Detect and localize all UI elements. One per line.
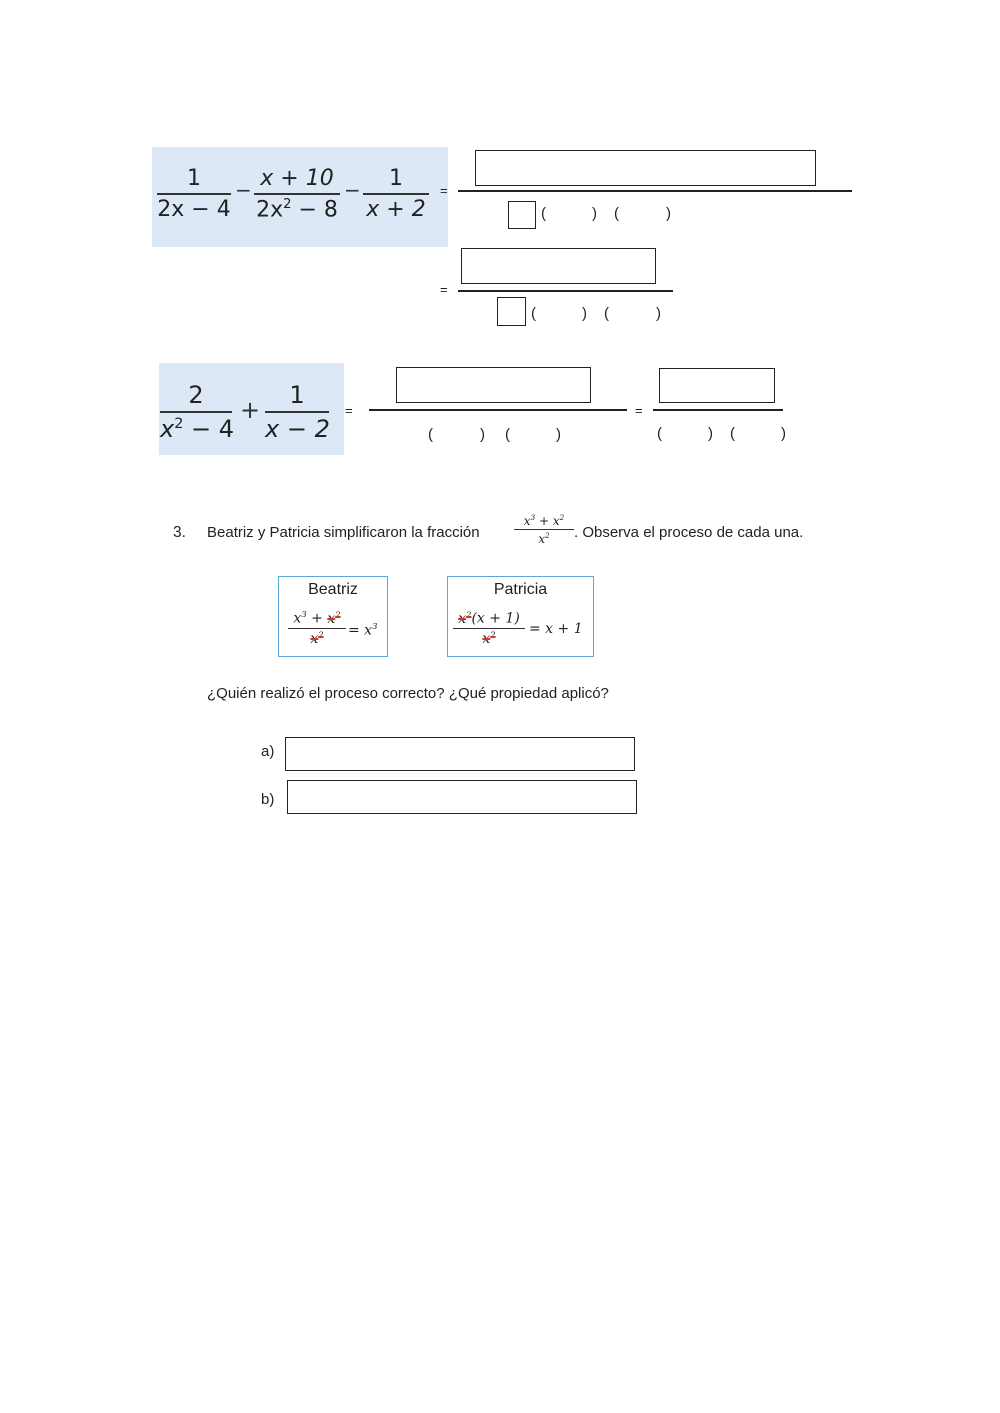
- ex2-fraction-line-1: [369, 409, 627, 411]
- term: x: [523, 514, 531, 528]
- ex2-numerator-answer-2[interactable]: [659, 368, 775, 403]
- den-base: 2x: [256, 196, 284, 222]
- fraction-bar: [157, 193, 231, 195]
- question-fraction-numerator: [514, 513, 574, 528]
- fraction-bar: [363, 193, 429, 195]
- beatriz-fraction: [288, 609, 346, 647]
- exponent: 2: [466, 609, 472, 619]
- paren-open: (: [428, 426, 433, 443]
- fraction-bar: [453, 628, 525, 629]
- term: x: [482, 631, 491, 648]
- paren-open: (: [730, 425, 735, 442]
- ex1-equals-1: =: [440, 183, 448, 198]
- ex2-fraction-line-2: [653, 409, 783, 411]
- ex1-minus-2: −: [344, 178, 361, 202]
- ex2-numerator-answer-1[interactable]: [396, 367, 591, 403]
- ex1-equals-2: =: [440, 282, 448, 297]
- paren-close: ): [556, 426, 561, 443]
- den-tail: − 8: [291, 196, 338, 222]
- answer-b-input[interactable]: [287, 780, 637, 814]
- term: x: [552, 514, 560, 528]
- paren-open: (: [505, 426, 510, 443]
- patricia-numerator: [453, 609, 525, 627]
- ex2-equals-2: =: [635, 403, 643, 418]
- exponent: 2: [335, 609, 341, 619]
- paren-close: ): [708, 425, 713, 442]
- answer-b-label: b): [261, 791, 275, 808]
- fraction-bar: [288, 628, 346, 629]
- paren-open: (: [531, 305, 536, 322]
- ex1-fraction-3-denominator: x + 2: [366, 196, 426, 222]
- paren-close: ): [781, 425, 786, 442]
- ex2-fraction-2-numerator: 1: [289, 381, 305, 409]
- plus: +: [535, 514, 553, 528]
- fraction-bar: [265, 411, 329, 413]
- paren-open: (: [657, 425, 662, 442]
- crossed-term: [458, 611, 471, 627]
- ex1-fraction-3-numerator: 1: [389, 166, 403, 191]
- paren-close: ): [480, 426, 485, 443]
- den-exponent: 2: [283, 196, 292, 212]
- paren-open: (: [614, 205, 619, 222]
- ex1-fraction-1: [157, 166, 231, 222]
- exponent: 2: [318, 629, 324, 640]
- den-base: x: [160, 414, 175, 443]
- answer-a-label: a): [261, 743, 275, 760]
- question-text-before: Beatriz y Patricia simplificaron la fracción: [207, 524, 480, 541]
- paren-close: ): [592, 205, 597, 222]
- beatriz-denominator: [288, 630, 346, 648]
- den-tail: − 4: [183, 414, 234, 443]
- term: x: [293, 610, 302, 627]
- exponent: 2: [545, 531, 550, 540]
- ex2-fraction-1-numerator: 2: [188, 381, 204, 409]
- ex1-fraction-1-numerator: 1: [187, 166, 201, 191]
- ex1-minus-1: −: [235, 178, 252, 202]
- ex2-plus: +: [240, 396, 261, 424]
- ex1-fraction-line-2: [458, 290, 673, 292]
- crossed-term: [327, 611, 340, 627]
- beatriz-result: [348, 621, 377, 639]
- patricia-fraction: [453, 609, 525, 647]
- term: x: [458, 610, 467, 627]
- den-exponent: 2: [174, 415, 184, 432]
- fraction-bar: [514, 529, 574, 530]
- paren-open: (: [604, 305, 609, 322]
- term: x: [327, 610, 336, 627]
- paren-close: ): [582, 305, 587, 322]
- ex1-coefficient-box-2[interactable]: [497, 297, 526, 326]
- question-fraction-denominator: [514, 531, 574, 546]
- beatriz-name: Beatriz: [308, 581, 358, 598]
- exponent: 3: [372, 621, 378, 631]
- term: x: [310, 631, 319, 648]
- ex1-fraction-2-denominator: [254, 197, 340, 222]
- beatriz-numerator: [288, 609, 346, 627]
- plus: +: [306, 610, 328, 627]
- ex1-fraction-1-denominator: 2x − 4: [157, 196, 231, 222]
- ex1-fraction-line-1: [458, 190, 852, 192]
- patricia-denominator: [453, 630, 525, 648]
- patricia-card: [447, 576, 594, 657]
- beatriz-card: [278, 576, 388, 657]
- question-fraction: [514, 513, 574, 546]
- paren-close: ): [666, 205, 671, 222]
- crossed-term: [482, 631, 495, 647]
- ex2-fraction-1: [160, 381, 232, 443]
- ex1-coefficient-box-1[interactable]: [508, 201, 536, 229]
- exponent: 3: [301, 609, 307, 619]
- patricia-name: Patricia: [493, 581, 548, 598]
- ex2-fraction-2: [265, 381, 329, 443]
- paren-open: (: [541, 205, 546, 222]
- patricia-result: = x + 1: [529, 621, 583, 637]
- ex1-numerator-answer-1[interactable]: [475, 150, 816, 186]
- fraction-bar: [254, 193, 340, 195]
- ex2-fraction-1-denominator: [160, 415, 232, 443]
- ex1-numerator-answer-2[interactable]: [461, 248, 656, 284]
- question-text-after: . Observa el proceso de cada una.: [574, 524, 804, 541]
- term: x: [538, 532, 546, 546]
- ex2-equals-1: =: [345, 403, 353, 418]
- exponent: 2: [559, 513, 565, 522]
- ex1-fraction-2: [254, 166, 340, 222]
- crossed-term: [310, 631, 323, 647]
- ex2-fraction-2-denominator: x − 2: [265, 414, 330, 443]
- paren-close: ): [656, 305, 661, 322]
- answer-a-input[interactable]: [285, 737, 635, 771]
- ex1-fraction-3: [363, 166, 429, 222]
- ex1-fraction-2-numerator: x + 10: [260, 166, 334, 191]
- exponent: 3: [530, 513, 536, 522]
- exponent: 2: [490, 629, 496, 640]
- fraction-bar: [160, 411, 232, 413]
- result-text: = x: [348, 622, 373, 639]
- question-number: 3.: [173, 524, 186, 541]
- factor: (x + 1): [471, 610, 520, 627]
- question-prompt: ¿Quién realizó el proceso correcto? ¿Qué propiedad aplicó?: [207, 685, 609, 702]
